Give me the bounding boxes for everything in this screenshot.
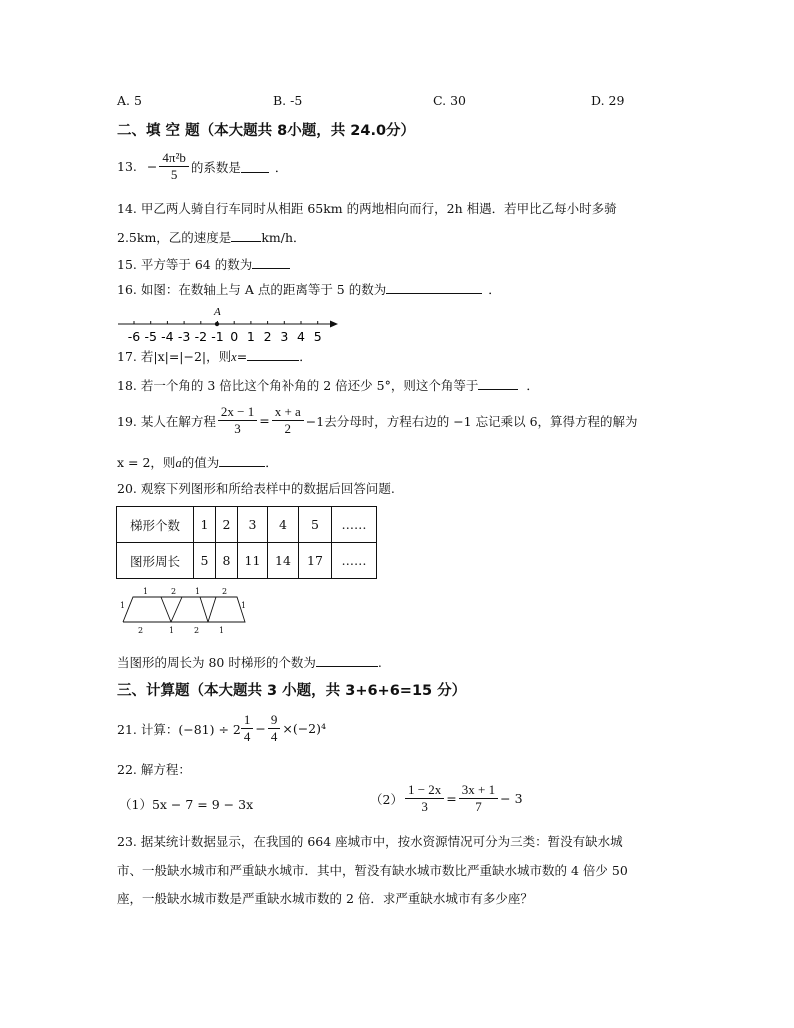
trapezoid-divider: [208, 597, 216, 622]
table-cell: 图形周长: [117, 543, 194, 579]
number-line: [116, 302, 341, 346]
q23-line2: 市、一般缺水城市和严重缺水城市．其中，暂没有缺水城市数比严重缺水城市数的 4 倍少 50: [117, 863, 628, 878]
number-line-tick-label: -6: [127, 329, 141, 344]
question-16: [117, 280, 501, 298]
q13-numerator: 4π²b: [159, 150, 188, 167]
number-line-tick-label: 0: [230, 329, 239, 344]
q19-tail: ．: [265, 455, 278, 470]
table-cell: 5: [194, 543, 216, 579]
q22-tail: − 3: [500, 791, 523, 806]
table-cell: ……: [332, 507, 377, 543]
question-18: [117, 376, 539, 394]
q21-numerator: 9: [268, 712, 281, 729]
q22-part-1: （1）5x − 7 = 9 − 3x: [119, 797, 254, 812]
table-cell: 2: [216, 507, 238, 543]
option-d: D. 29: [591, 93, 625, 108]
q22-fraction-1: [405, 782, 444, 815]
number-line-arrow: [330, 321, 338, 328]
number-line-tick-label: -1: [211, 329, 224, 344]
q13-text: 的系数是: [190, 159, 241, 175]
trapezoid-outline: [123, 597, 245, 622]
point-a-label: A: [214, 306, 221, 318]
trapezoid-divider: [171, 597, 182, 622]
q13-blank: [241, 160, 269, 173]
q19-fraction-2: [272, 404, 304, 437]
table-cell: 11: [238, 543, 268, 579]
q22-f2-denominator: 7: [475, 799, 482, 814]
q22-text: 22. 解方程：: [117, 762, 191, 777]
q17-text1: 17. 若|x|=|−2|，则: [117, 349, 232, 364]
fig-bottom-label: 1: [169, 626, 175, 635]
question-19: [117, 404, 638, 437]
q21-tail: ×(−2)⁴: [282, 721, 327, 736]
q21-mixed-numerator: 1: [241, 712, 254, 729]
q22-fraction-2: [459, 782, 498, 815]
q20-table: [116, 506, 377, 579]
fig-top-label: 1: [195, 587, 201, 596]
q19-line2: [117, 453, 278, 471]
q14-line1: 14. 甲乙两人骑自行车同时从相距 65km 的两地相向而行，2h 相遇．若甲比乙每小时多骑: [117, 201, 617, 216]
q22-f1-denominator: 3: [421, 799, 428, 814]
fig-bottom-label: 2: [194, 626, 200, 635]
question-13: [117, 150, 287, 183]
q23-line3: 座，一般缺水城市数是严重缺水城市数的 2 倍．求严重缺水城市有多少座？: [117, 891, 533, 906]
q22-part-2: [370, 782, 523, 815]
number-line-tick-label: 5: [313, 329, 322, 344]
q21-mixed-denominator: 4: [243, 729, 251, 744]
table-cell: ……: [332, 543, 377, 579]
q17-tail: ．: [299, 349, 312, 364]
q13-denominator: 5: [170, 167, 178, 182]
q21-fraction: [268, 712, 281, 745]
q19-line2b: 的值为: [181, 455, 220, 470]
q18-tail: ．: [526, 378, 539, 393]
q21-mixed-fraction: [241, 712, 254, 745]
fig-top-label: 2: [222, 587, 228, 596]
fig-top-label: 2: [171, 587, 177, 596]
fig-bottom-label: 1: [219, 626, 225, 635]
point-a-marker: [215, 322, 219, 326]
fig-side-label: 1: [120, 601, 126, 610]
q20-tail: .: [377, 655, 382, 670]
q16-text: 16. 如图：在数轴上与 A 点的距离等于 5 的数为: [117, 282, 387, 297]
number-line-tick-label: -5: [144, 329, 157, 344]
q14-line2a: 2.5km，乙的速度是: [117, 230, 232, 245]
question-21: [117, 712, 326, 745]
q15-blank: [252, 256, 290, 269]
number-line-tick-label: -3: [177, 329, 191, 344]
q14-line2b: km/h．: [261, 230, 306, 245]
q17-blank: [247, 348, 299, 361]
q17-text2: =: [236, 349, 248, 364]
q19-f1-denominator: 3: [234, 421, 241, 436]
option-c: C. 30: [433, 93, 466, 108]
number-line-tick-label: 1: [246, 329, 255, 344]
q20-question-text: 当图形的周长为 80 时梯形的个数为: [117, 655, 316, 670]
question-17: [117, 347, 312, 365]
q16-tail: ．: [488, 282, 501, 297]
table-cell: 17: [299, 543, 332, 579]
q19-fraction-1: [218, 404, 257, 437]
table-cell: 5: [299, 507, 332, 543]
q22-equals: =: [446, 791, 457, 806]
option-a: A. 5: [117, 93, 142, 108]
section-2-title: 二、填 空 题（本大题共 8小题，共 24.0分）: [117, 123, 416, 139]
q23-line1: 23. 据某统计数据显示，在我国的 664 座城市中，按水资源情况可分为三类：暂没有缺水城: [117, 834, 623, 849]
trapezoid-figure: [116, 585, 251, 637]
table-cell: 3: [238, 507, 268, 543]
table-cell: 梯形个数: [117, 507, 194, 543]
q16-blank: [386, 281, 482, 294]
option-b: B. -5: [273, 93, 303, 108]
fig-side-label: 1: [241, 601, 247, 610]
number-line-tick-label: 3: [280, 329, 289, 344]
table-cell: 1: [194, 507, 216, 543]
q18-text: 18. 若一个角的 3 倍比这个角补角的 2 倍还少 5°，则这个角等于: [117, 378, 479, 393]
q21-denominator: 4: [270, 729, 278, 744]
table-cell: 4: [268, 507, 299, 543]
q19-line2a: x = 2，则: [117, 455, 176, 470]
q20-text: 20. 观察下列图形和所给表样中的数据后回答问题.: [117, 481, 395, 496]
q18-blank: [478, 377, 518, 390]
q19-f1-numerator: 2x − 1: [218, 404, 257, 421]
number-line-tick-label: 4: [297, 329, 305, 344]
q19-f2-numerator: x + a: [272, 404, 304, 421]
table-cell: 8: [216, 543, 238, 579]
q20-blank: [316, 654, 378, 667]
table-row: [117, 507, 377, 543]
q14-blank: [231, 229, 261, 242]
number-line-tick-label: -4: [161, 329, 174, 344]
question-15: [117, 255, 290, 273]
q19-var: a: [175, 456, 182, 470]
q13-tail: ．: [274, 159, 288, 175]
q22-f1-numerator: 1 − 2x: [405, 782, 444, 799]
q19-text: 19. 某人在解方程: [117, 413, 216, 429]
trapezoid-divider: [161, 597, 171, 622]
q19-mid: −1去分母时，方程右边的 −1 忘记乘以 6，算得方程的解为: [305, 413, 638, 429]
q17-var: x: [231, 350, 237, 364]
q19-f2-denominator: 2: [284, 421, 291, 436]
table-cell: 14: [268, 543, 299, 579]
q15-text: 15. 平方等于 64 的数为: [117, 257, 253, 272]
fig-bottom-label: 2: [138, 626, 144, 635]
trapezoid-divider: [200, 597, 208, 622]
fig-top-label: 1: [143, 587, 149, 596]
q13-fraction: [159, 150, 188, 183]
q21-prefix: 21. 计算：(−81) ÷ 2: [117, 721, 241, 737]
number-line-tick-label: 2: [263, 329, 272, 344]
q22-f2-numerator: 3x + 1: [459, 782, 498, 799]
section-3-title: 三、计算题（本大题共 3 小题，共 3+6+6=15 分）: [117, 683, 467, 699]
number-line-tick-label: -2: [194, 329, 208, 344]
q22-part-2-label: （2）: [370, 791, 403, 807]
q21-minus: −: [255, 721, 266, 736]
q13-minus: −: [146, 159, 158, 174]
q14-line2: [117, 228, 306, 246]
q20-question: [117, 653, 382, 671]
q19-equals: =: [259, 413, 270, 428]
q19-blank: [219, 454, 265, 467]
table-row: [117, 543, 377, 579]
q13-number: 13.: [117, 159, 137, 174]
